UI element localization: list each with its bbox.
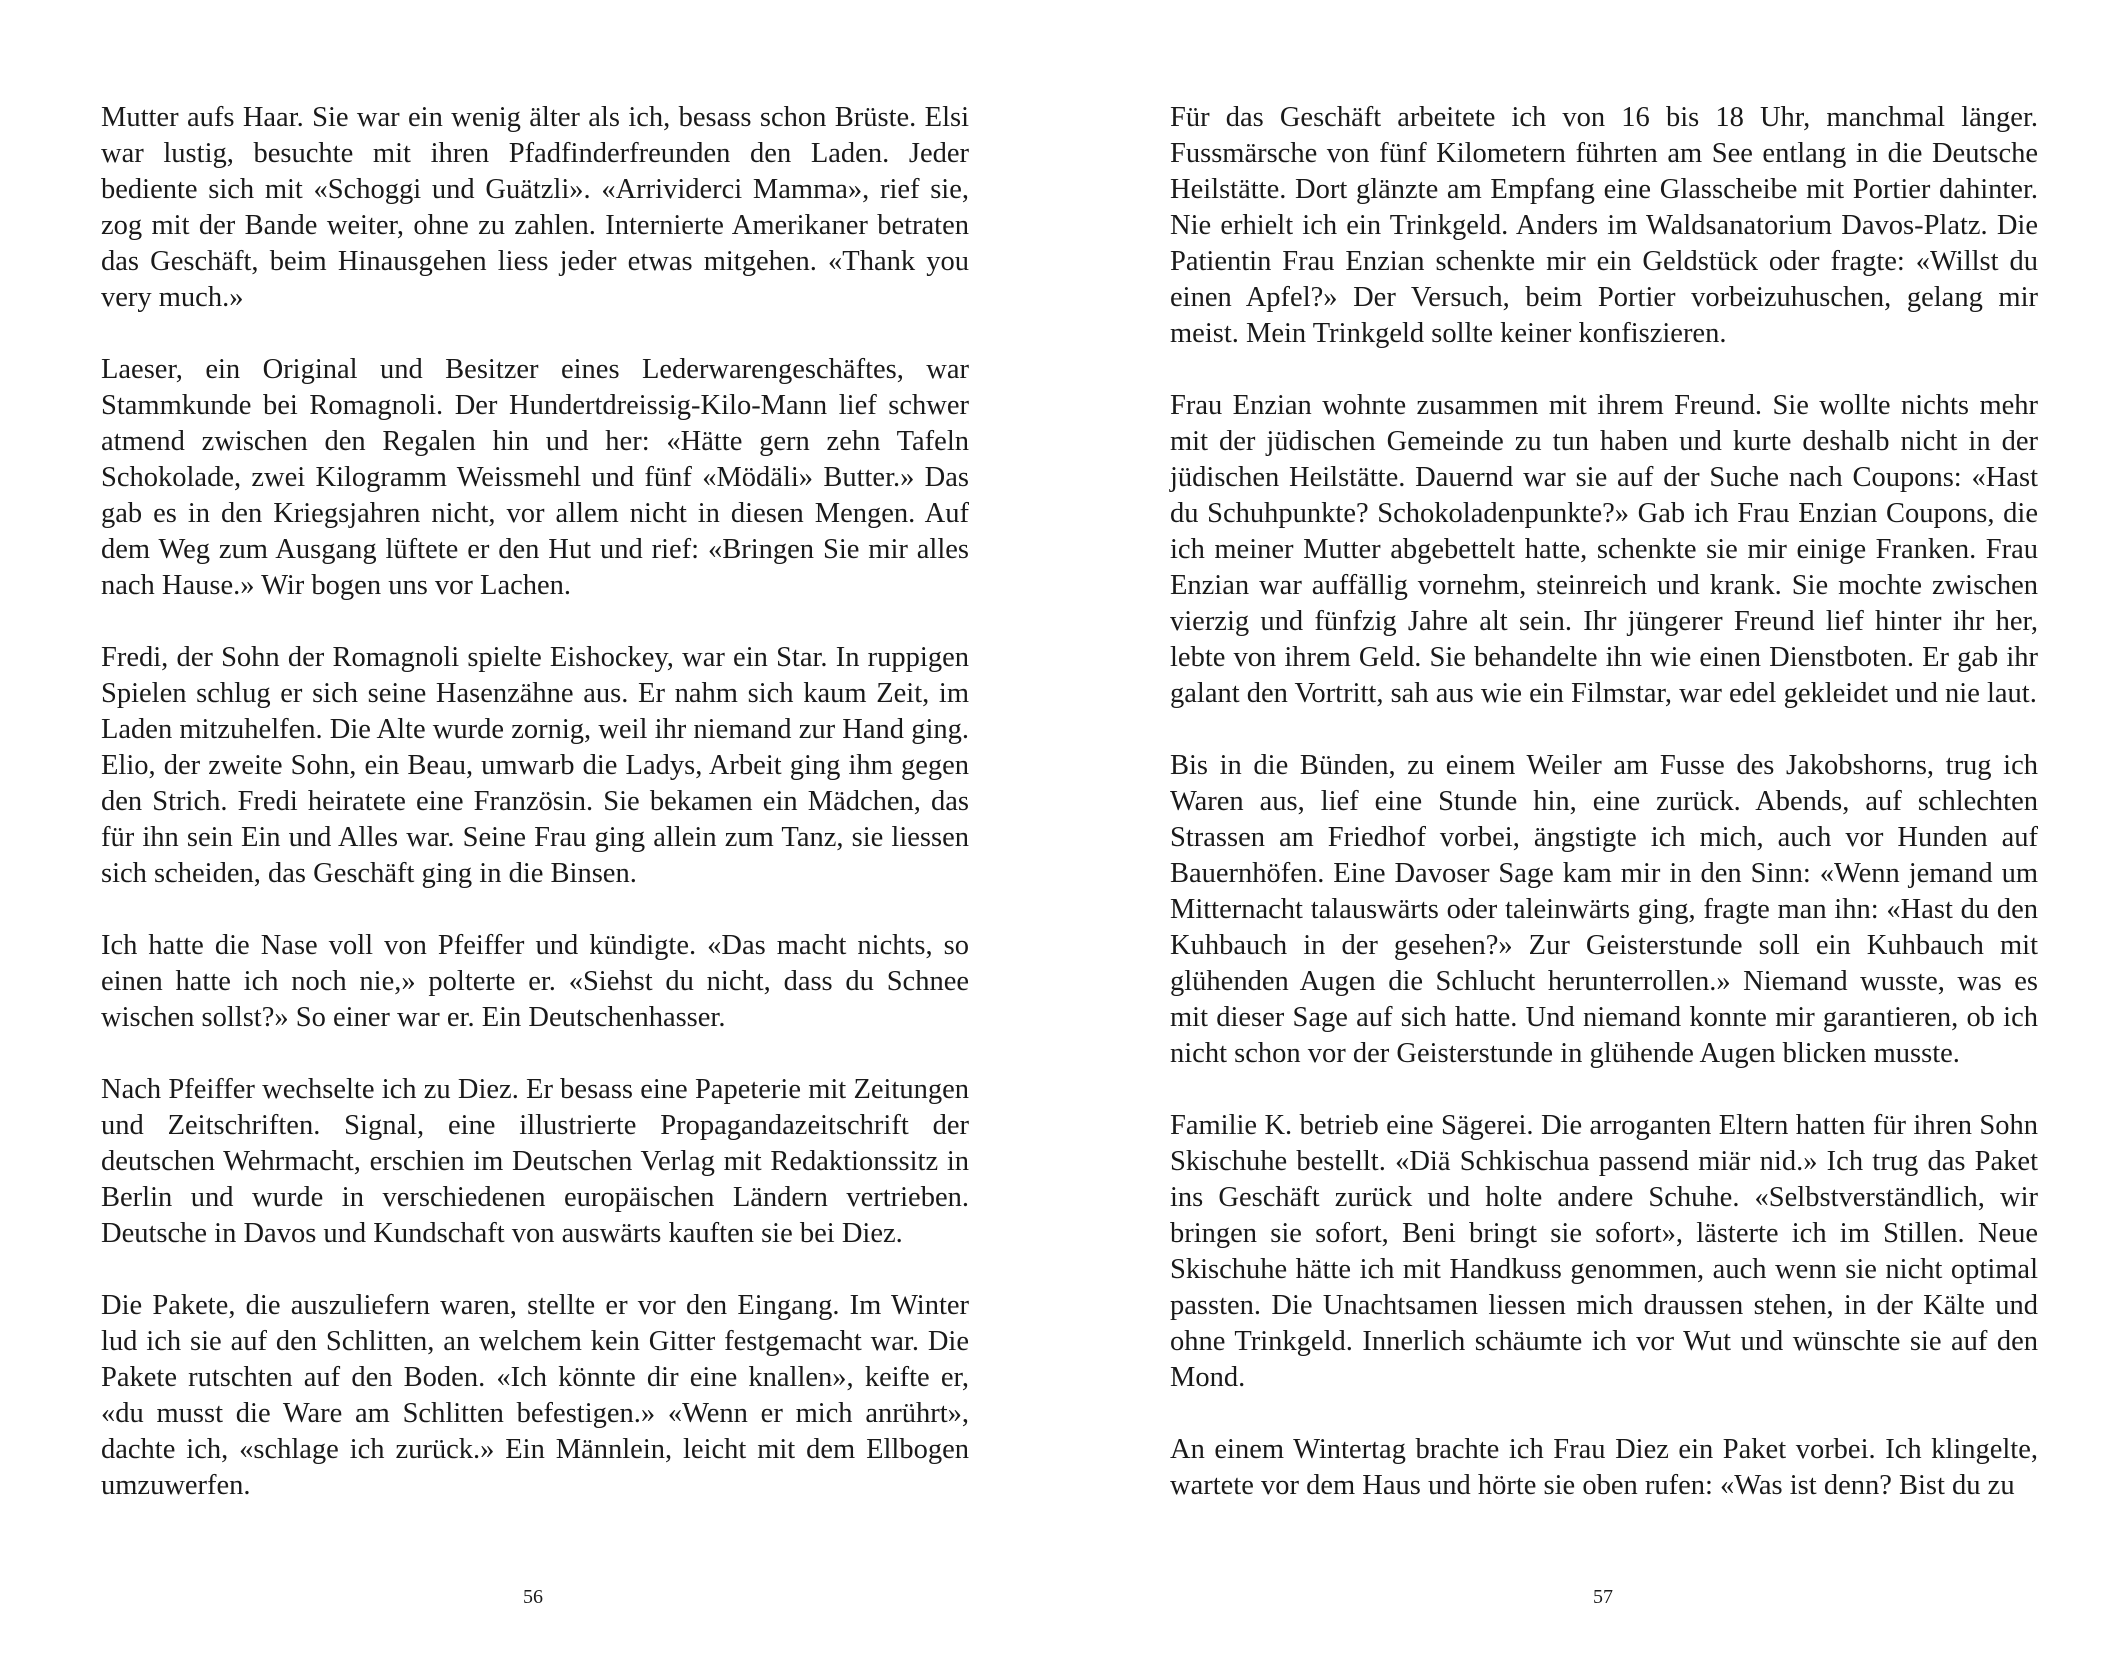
paragraph: Fredi, der Sohn der Romagnoli spielte Eishockey, war ein Star. In ruppigen Spielen schlug er sich seine Hasenzähne aus. Er nahm sich kaum Zeit, im Laden mitzuhelfen. Die Alte wurde zornig, weil ihr niemand zur Hand ging. Elio, der zweite Sohn, ein Beau, umwarb die Ladys, Arbeit ging ihm gegen den Strich. Fredi heiratete eine Französin. Sie bekamen ein Mädchen, das für ihn sein Ein und Alles war. Seine Frau ging allein zum Tanz, sie liessen sich scheiden, das Geschäft ging in die Binsen. — [101, 642, 969, 889]
right-page — [1063, 0, 2126, 1654]
paragraph: Ich hatte die Nase voll von Pfeiffer und kündigte. «Das macht nichts, so einen hatte ich noch nie,» polterte er. «Siehst du nicht, dass du Schnee wischen sollst?» So einer war er. Ein Deutschenhasser. — [101, 930, 969, 1033]
page-number-left: 56 — [523, 1586, 543, 1608]
right-page-text — [1170, 100, 2038, 1504]
paragraph: Familie K. betrieb eine Sägerei. Die arroganten Eltern hatten für ihren Sohn Skischuhe bestellt. «Diä Schkischua passend miär nid.» Ich trug das Paket ins Geschäft zurück und holte andere Schuhe. «Selbstverständlich, wir bringen sie sofort, Beni bringt sie sofort», lästerte ich im Stillen. Neue Skischuhe hätte ich mit Handkuss genommen, auch wenn sie nicht optimal passten. Die Unachtsamen liessen mich draussen stehen, in der Kälte und ohne Trinkgeld. Innerlich schäumte ich vor Wut und wünschte sie auf den Mond. — [1170, 1110, 2038, 1393]
paragraph: Nach Pfeiffer wechselte ich zu Diez. Er besass eine Papeterie mit Zeitungen und Zeitschriften. Signal, eine illustrierte Propagandazeitschrift der deutschen Wehrmacht, erschien im Deutschen Verlag mit Redaktionssitz in Berlin und wurde in verschiedenen europäischen Ländern vertrieben. Deutsche in Davos und Kundschaft von auswärts kauften sie bei Diez. — [101, 1074, 969, 1249]
paragraph: Frau Enzian wohnte zusammen mit ihrem Freund. Sie wollte nichts mehr mit der jüdischen Gemeinde zu tun haben und kurte deshalb nicht in der jüdischen Heilstätte. Dauernd war sie auf der Suche nach Coupons: «Hast du Schuhpunkte? Schokoladenpunkte?» Gab ich Frau Enzian Coupons, die ich meiner Mutter abgebettelt hatte, schenkte sie mir einige Franken. Frau Enzian war auffällig vornehm, steinreich und krank. Sie mochte zwischen vierzig und fünfzig Jahre alt sein. Ihr jüngerer Freund lief hinter ihr her, lebte von ihrem Geld. Sie behandelte ihn wie einen Dienstboten. Er gab ihr galant den Vortritt, sah aus wie ein Filmstar, war edel gekleidet und nie laut. — [1170, 390, 2038, 709]
paragraph: Bis in die Bünden, zu einem Weiler am Fusse des Jakobshorns, trug ich Waren aus, lief eine Stunde hin, eine zurück. Abends, auf schlechten Strassen am Friedhof vorbei, ängstigte ich mich, auch vor Hunden auf Bauernhöfen. Eine Davoser Sage kam mir in den Sinn: «Wenn jemand um Mitternacht talauswärts oder taleinwärts ging, fragte man ihn: «Hast du den Kuhbauch in der gesehen?» Zur Geisterstunde soll ein Kuhbauch mit glühenden Augen die Schlucht herunterrollen.» Niemand wusste, was es mit dieser Sage auf sich hatte. Und niemand konnte mir garantieren, ob ich nicht schon vor der Geisterstunde in glühende Augen blicken musste. — [1170, 750, 2038, 1069]
paragraph: Für das Geschäft arbeitete ich von 16 bis 18 Uhr, manchmal länger. Fussmärsche von fünf Kilometern führten am See entlang in die Deutsche Heilstätte. Dort glänzte am Empfang eine Glasscheibe mit Portier dahinter. Nie erhielt ich ein Trinkgeld. Anders im Waldsanatorium Davos-Platz. Die Patientin Frau Enzian schenkte mir ein Geldstück oder fragte: «Willst du einen Apfel?» Der Versuch, beim Portier vorbeizuhuschen, gelang mir meist. Mein Trinkgeld sollte keiner konfiszieren. — [1170, 102, 2038, 349]
paragraph: An einem Wintertag brachte ich Frau Diez ein Paket vorbei. Ich klingelte, wartete vor dem Haus und hörte sie oben rufen: «Was ist denn? Bist du zu — [1170, 1434, 2038, 1501]
page-number-right: 57 — [1593, 1586, 1613, 1608]
paragraph: Die Pakete, die auszuliefern waren, stellte er vor den Eingang. Im Winter lud ich sie auf den Schlitten, an welchem kein Gitter festgemacht war. Die Pakete rutschten auf den Boden. «Ich könnte dir eine knallen», keifte er, «du musst die Ware am Schlitten befestigen.» «Wenn er mich anrührt», dachte ich, «schlage ich zurück.» Ein Männlein, leicht mit dem Ellbogen umzuwerfen. — [101, 1290, 969, 1501]
left-page-text — [101, 100, 969, 1504]
paragraph: Mutter aufs Haar. Sie war ein wenig älter als ich, besass schon Brüste. Elsi war lustig, besuchte mit ihren Pfadfinderfreunden den Laden. Jeder bediente sich mit «Schoggi und Guätzli». «Arrividerci Mamma», rief sie, zog mit der Bande weiter, ohne zu zahlen. Internierte Amerikaner betraten das Geschäft, beim Hinausgehen liess jeder etwas mitgehen. «Thank you very much.» — [101, 102, 969, 313]
paragraph: Laeser, ein Original und Besitzer eines Lederwarengeschäftes, war Stammkunde bei Romagnoli. Der Hundertdreissig-Kilo-Mann lief schwer atmend zwischen den Regalen hin und her: «Hätte gern zehn Tafeln Schokolade, zwei Kilogramm Weissmehl und fünf «Mödäli» Butter.» Das gab es in den Kriegsjahren nicht, vor allem nicht in diesen Mengen. Auf dem Weg zum Ausgang lüftete er den Hut und rief: «Bringen Sie mir alles nach Hause.» Wir bogen uns vor Lachen. — [101, 354, 969, 601]
